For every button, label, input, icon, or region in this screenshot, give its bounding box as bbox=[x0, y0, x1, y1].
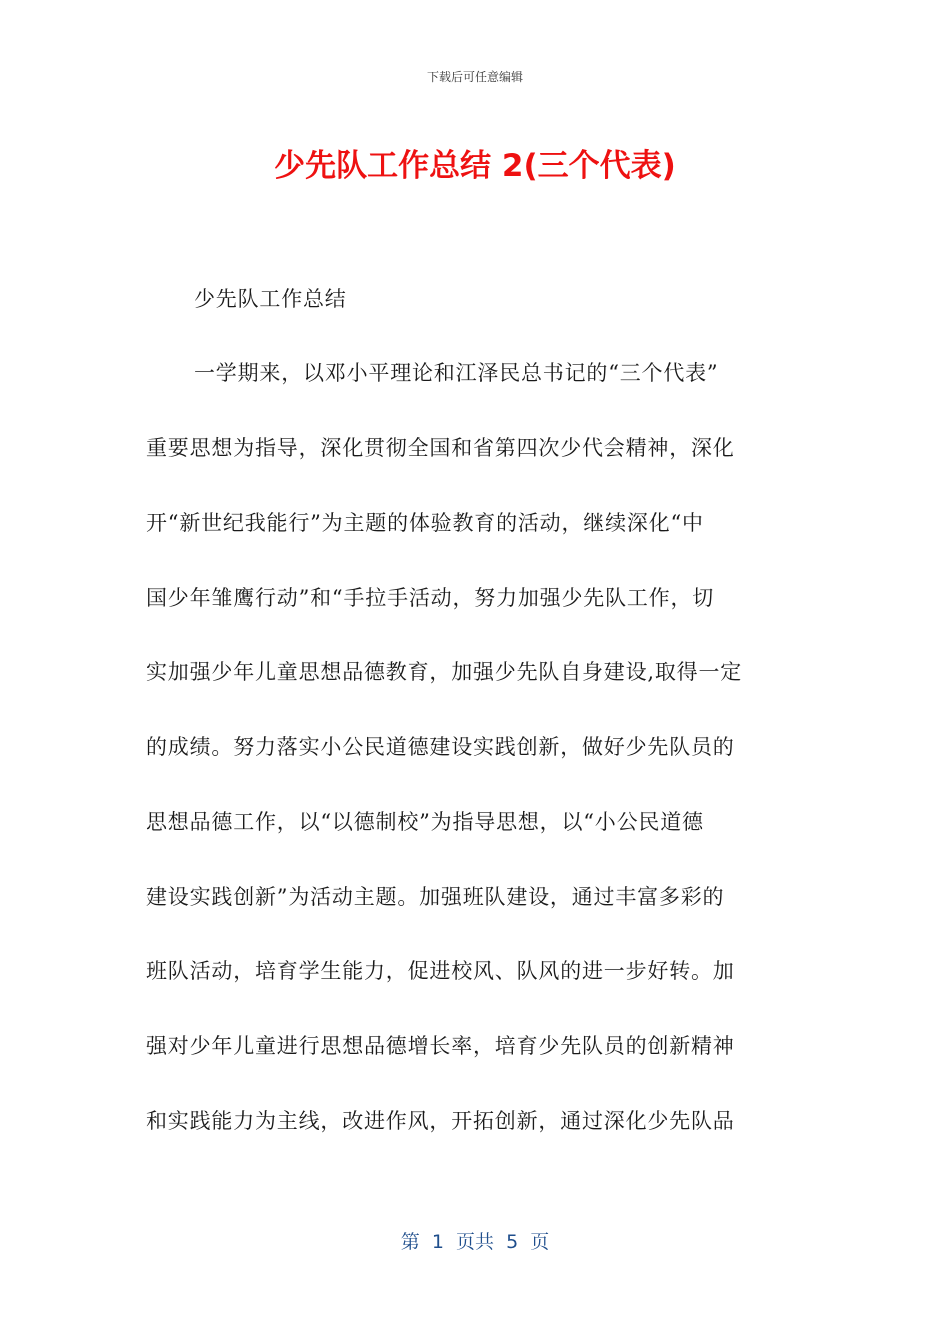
body-line: 实加强少年儿童思想品德教育，加强少先队自身建设,取得一定 bbox=[146, 660, 743, 684]
header-note: 下载后可任意编辑 bbox=[426, 70, 523, 84]
body-line: 的成绩。努力落实小公民道德建设实践创新，做好少先队员的 bbox=[146, 735, 735, 759]
body-line: 国少年雏鹰行动”和“手拉手活动，努力加强少先队工作，切 bbox=[146, 586, 715, 610]
body-line: 开“新世纪我能行”为主题的体验教育的活动，继续深化“中 bbox=[146, 511, 704, 535]
body-line: 建设实践创新”为活动主题。加强班队建设，通过丰富多彩的 bbox=[146, 885, 725, 909]
body-line: 重要思想为指导，深化贯彻全国和省第四次少代会精神，深化 bbox=[146, 436, 735, 460]
body-line: 一学期来，以邓小平理论和江泽民总书记的“三个代表” bbox=[194, 361, 719, 385]
body-line: 强对少年儿童进行思想品德增长率，培育少先队员的创新精神 bbox=[146, 1034, 735, 1058]
page-number-footer: 第 1 页共 5 页 bbox=[400, 1231, 550, 1253]
document-title: 少先队工作总结 2(三个代表) bbox=[274, 148, 676, 184]
body-line: 和实践能力为主线，改进作风，开拓创新，通过深化少先队品 bbox=[146, 1109, 735, 1133]
section-heading: 少先队工作总结 bbox=[194, 287, 347, 311]
body-line: 班队活动，培育学生能力，促进校风、队风的进一步好转。加 bbox=[146, 959, 735, 983]
body-line: 思想品德工作，以“以德制校”为指导思想，以“小公民道德 bbox=[146, 810, 704, 834]
